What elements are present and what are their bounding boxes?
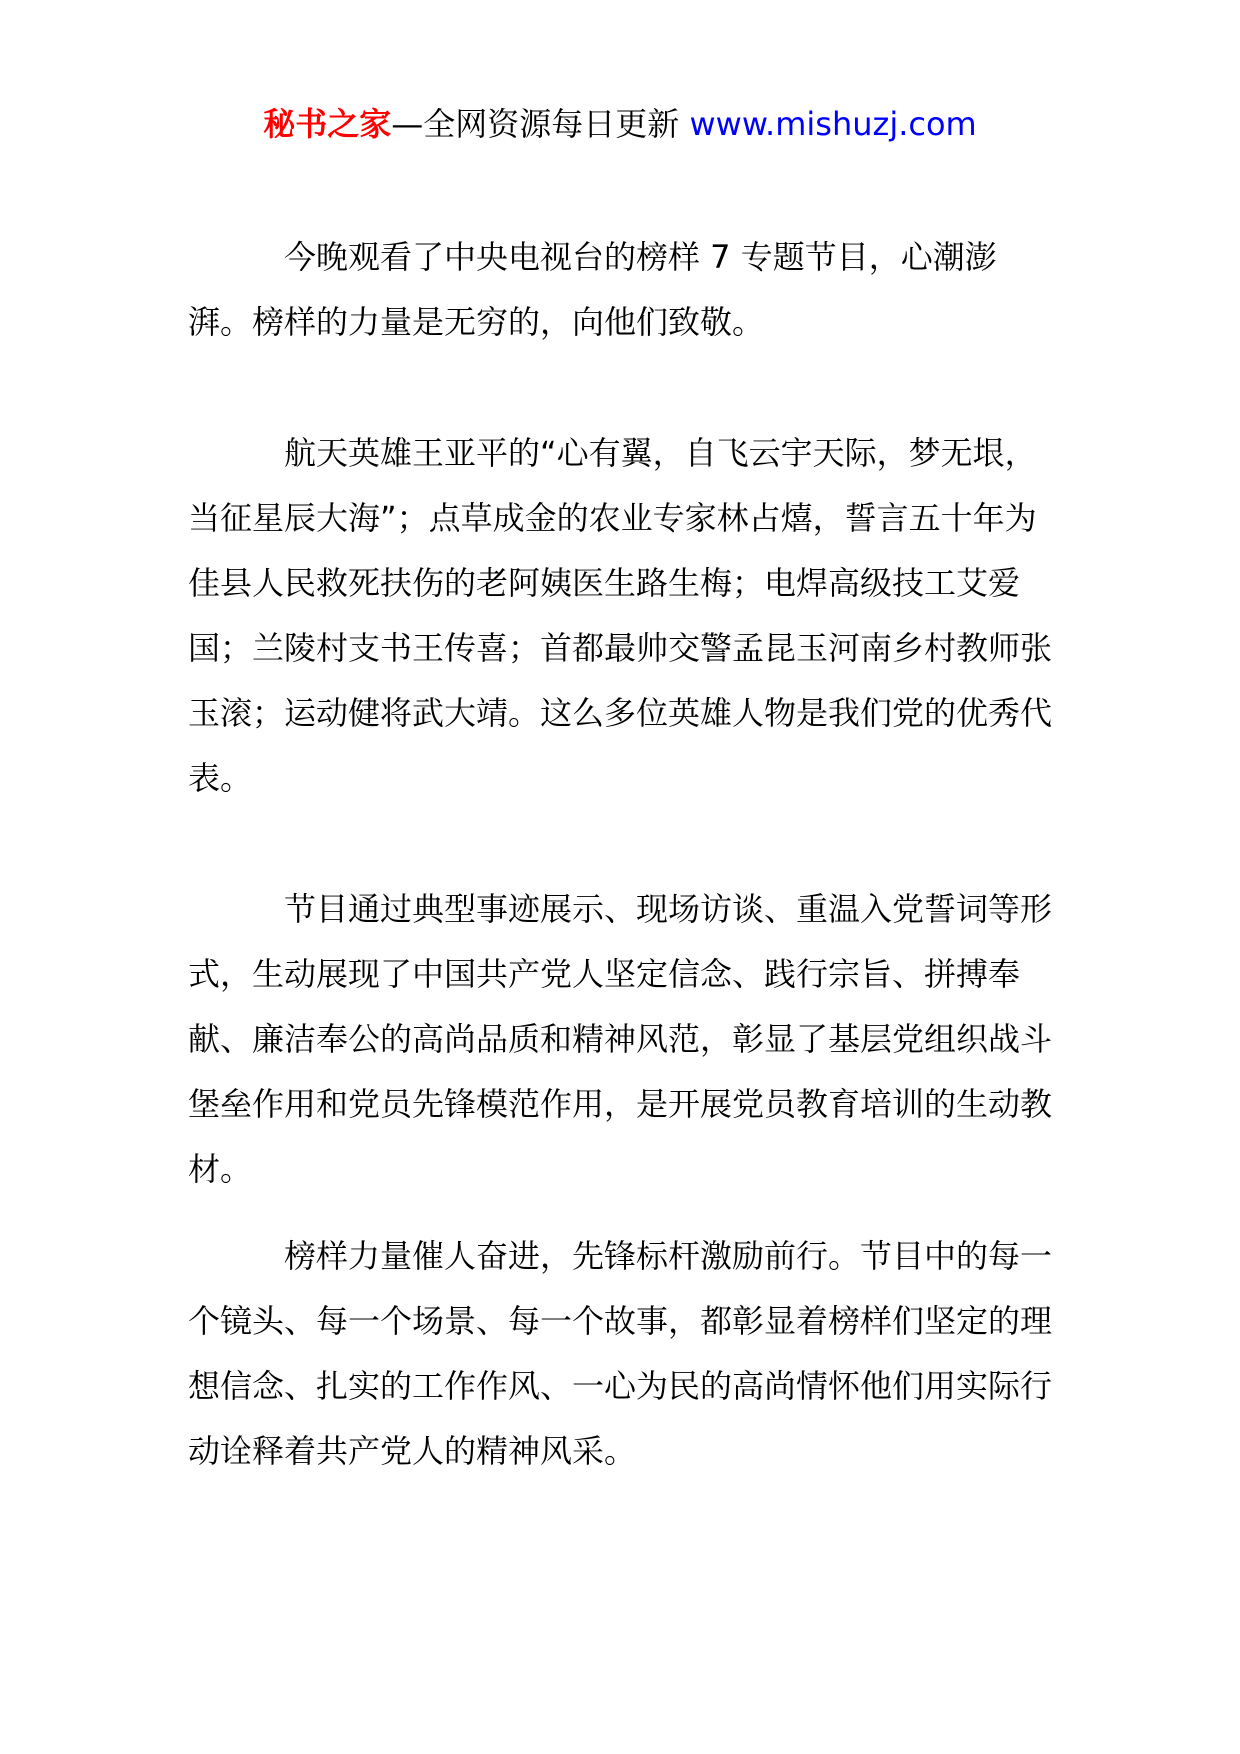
paragraph-2: 航天英雄王亚平的“心有翼，自飞云宇天际，梦无垠，当征星辰大海”；点草成金的农业专家林占熺，誓言五十年为佳县人民救死扶伤的老阿姨医生路生梅；电焊高级技工艾爱国；兰陵村支书王传喜；首都最帅交警孟昆玉河南乡村教师张玉滚；运动健将武大靖。这么多位英雄人物是我们党的优秀代表。 (188, 434, 1053, 797)
header-tagline: —全网资源每日更新 (391, 105, 680, 143)
site-url-link[interactable]: www.mishuzj.com (689, 105, 977, 143)
paragraph-3: 节目通过典型事迹展示、现场访谈、重温入党誓词等形式，生动展现了中国共产党人坚定信念、践行宗旨、拼搏奉献、廉洁奉公的高尚品质和精神风范，彰显了基层党组织战斗堡垒作用和党员先锋模范作用，是开展党员教育培训的生动教材。 (188, 890, 1053, 1188)
paragraph-4: 榜样力量催人奋进，先锋标杆激励前行。节目中的每一个镜头、每一个场景、每一个故事，都彰显着榜样们坚定的理想信念、扎实的工作作风、一心为民的高尚情怀他们用实际行动诠释着共产党人的精神风采。 (188, 1237, 1053, 1470)
page-header (0, 104, 1240, 144)
document-body (188, 225, 1060, 1484)
paragraph-1: 今晚观看了中央电视台的榜样 7 专题节目，心潮澎湃。榜样的力量是无穷的，向他们致敬。 (188, 238, 997, 341)
brand-name: 秘书之家 (263, 105, 392, 143)
